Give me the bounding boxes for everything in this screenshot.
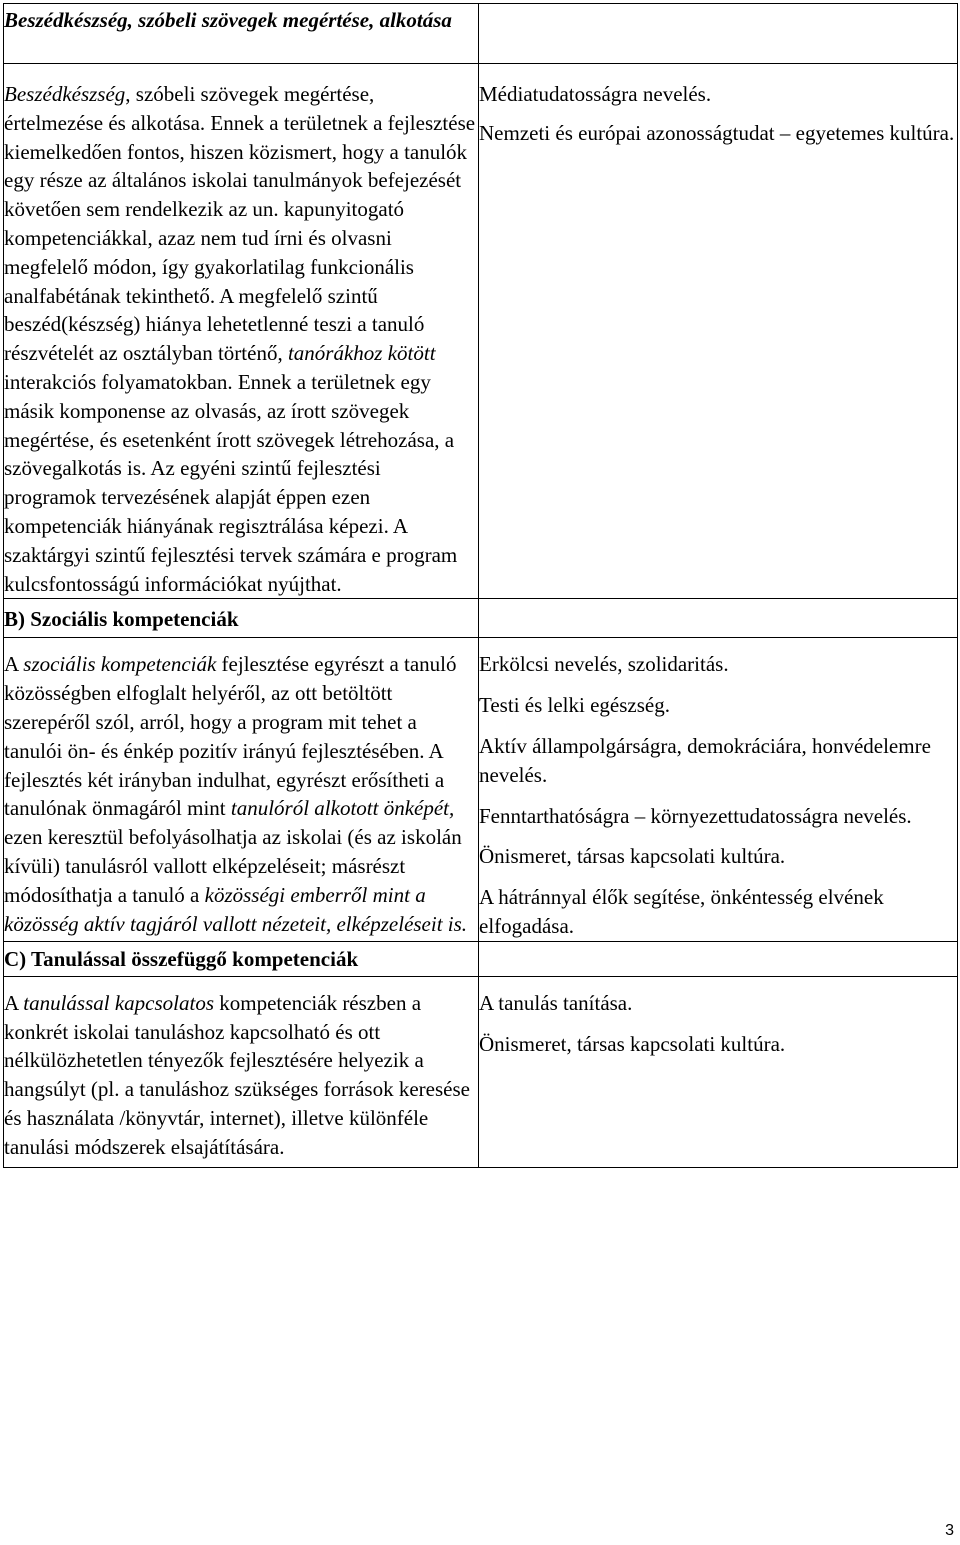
section-c-text-2: kompetenciák részben a konkrét iskolai tanuláshoz kapcsolható és ott nélkülözhetetlen tényezők fejlesztésére helyezik a hangsúlyt (pl. a tanuláshoz szükséges források keresése és használata /könyvtár, internet), illetve különféle tanulási módszerek elsajátítására. [4,990,470,1159]
page-number: 3 [945,1522,954,1539]
section-c-heading: C) Tanulással összefüggő kompetenciák [4,946,359,971]
section-b-text-1: A [4,652,24,677]
section-a-goals-cell [479,64,958,599]
section-c-body-cell [4,976,479,1167]
table-row [4,599,958,638]
empty-cell [479,599,958,638]
section-a-body-cell [4,64,479,599]
table-row [4,941,958,976]
section-b-italic-1: szociális kompetenciák [23,652,217,677]
section-c-text-1: A [4,990,24,1015]
goal-item: A hátránnyal élők segítése, önkéntesség elvének elfogadása. [479,885,884,938]
section-b-text-2: fejlesztése egyrészt a tanuló közösségben elfoglalt helyéről, az ott betöltött szerepéről szól, arról, hogy a program mit tehet a tanulói ön- és énkép pozitív irányú fejlesztésében. A fejlesztés két irányban indulhat, egyrészt erősítheti a tanulónak önmagáról mint [4,652,457,821]
section-b-goals-cell [479,638,958,941]
table-row [4,976,958,1167]
goal-item: A tanulás tanítása. [479,990,633,1015]
section-a-body [4,80,478,598]
table-row [4,4,958,64]
section-a-heading: Beszédkészség, szóbeli szövegek megértése, alkotása [4,8,452,32]
competency-table [3,3,958,1168]
section-a-text-1: , szóbeli szövegek megértése, értelmezése és alkotása. Ennek a területnek a fejlesztése kiemelkedően fontos, hiszen közismert, hogy a tanulók egy része az általános iskolai tanulmányok befejezését követően sem rendelkezik az un. kapunyitogató kompetenciákkal, azaz nem tud írni és olvasni megfelelő módon, így gyakorlatilag funkcionális analfabétának tekinthető. A megfelelő szintű beszéd(készség) hiánya lehetetlenné teszi a tanuló részvételét az osztályban történő, [4,82,476,366]
goal-item: Aktív állampolgárságra, demokráciára, honvédelemre nevelés. [479,733,931,787]
section-b-italic-3: közösségi emberről mint a közösség aktív tagjáról vallott nézeteit, elképzeléseit is. [4,882,468,936]
goal-item: Önismeret, társas kapcsolati kultúra. [479,844,786,869]
section-b-body [4,650,478,938]
goal-item: Testi és lelki egészség. [479,693,670,718]
table-row [4,64,958,599]
section-b-heading-cell [4,599,479,638]
section-b-body-cell [4,638,479,941]
empty-cell [479,941,958,976]
section-b-italic-2: tanulóról alkotott önképét, [230,796,455,821]
section-b-text-3: ezen keresztül befolyásolhatja az iskolai (és az iskolán kívüli) tanulásról vallott elképzeléseit; másrészt módosíthatja a tanuló a [4,825,462,907]
section-c-body [4,989,478,1162]
section-a-text-2: interakciós folyamatokban. Ennek a területnek egy másik komponense az olvasás, az írott szövegek megértése, és esetenként írott szövegek létrehozása, a szövegalkotás is. Az egyéni szintű fejlesztési programok tervezésének alapját éppen ezen kompetenciák hiányának regisztrálása képezi. A szaktárgyi szintű fejlesztési tervek számára e program kulcsfontosságú információkat nyújthat. [4,369,458,596]
goal-item: Nemzeti és európai azonosságtudat – egyetemes kultúra. [479,120,955,145]
section-c-goals-cell [479,976,958,1167]
goal-item: Médiatudatosságra nevelés. [479,82,712,106]
table-row [4,638,958,941]
goal-item: Fenntarthatóságra – környezettudatosságra nevelés. [479,803,912,828]
section-c-italic-1: tanulással kapcsolatos [23,990,215,1015]
section-c-heading-cell [4,941,479,976]
section-b-heading: B) Szociális kompetenciák [4,607,239,632]
section-a-italic-2: tanórákhoz kötött [287,341,436,366]
section-a-lead-italic: Beszédkészség [4,82,126,106]
section-a-heading-cell [4,4,479,64]
goal-item: Önismeret, társas kapcsolati kultúra. [479,1031,786,1056]
goal-item: Erkölcsi nevelés, szolidaritás. [479,652,729,677]
empty-cell [479,4,958,64]
